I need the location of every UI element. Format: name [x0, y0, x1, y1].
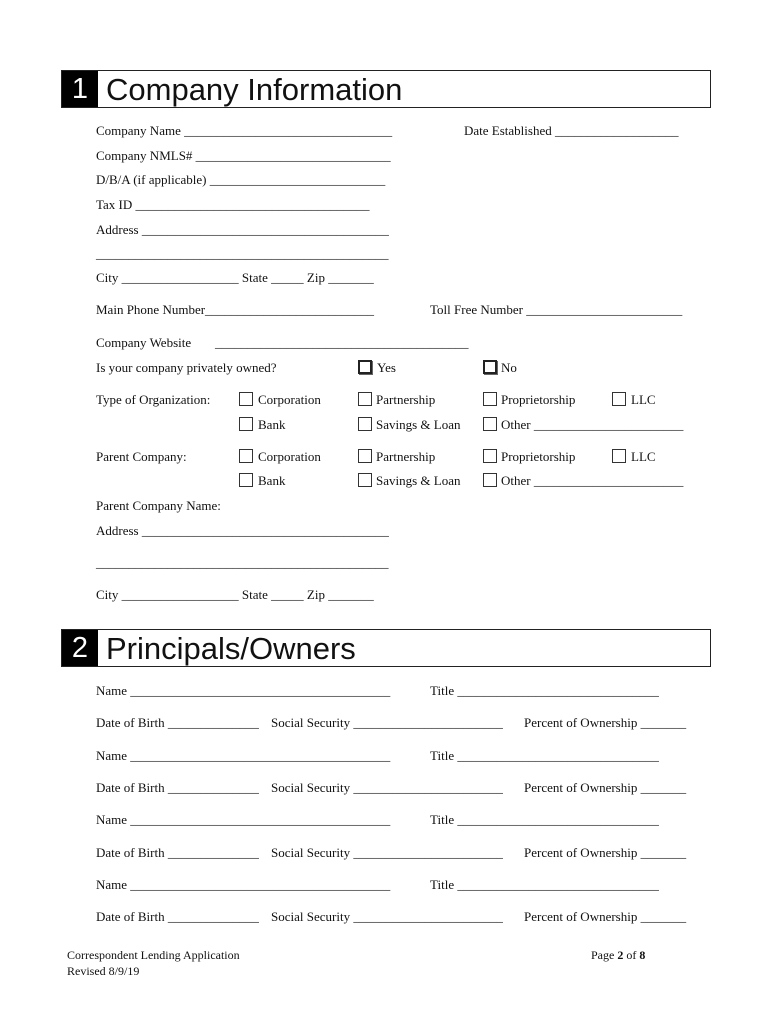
org-other-checkbox[interactable] [483, 417, 497, 431]
principal-title-field[interactable]: Title _______________________________ [430, 748, 659, 763]
parent-llc-checkbox[interactable] [612, 449, 626, 463]
principal-dob-field[interactable]: Date of Birth ______________ [96, 909, 259, 924]
parent-bank-checkbox[interactable] [239, 473, 253, 487]
parent-proprietorship-checkbox[interactable] [483, 449, 497, 463]
org-bank-checkbox[interactable] [239, 417, 253, 431]
website-label: Company Website [96, 335, 192, 350]
type-of-organization-label: Type of Organization: [96, 392, 211, 407]
parent-address-line2-field[interactable]: _____________________________________________ [96, 555, 389, 570]
no-checkbox[interactable] [483, 360, 497, 374]
principal-ownership-field[interactable]: Percent of Ownership _______ [524, 845, 687, 860]
page-of: of [623, 948, 640, 962]
principal-dob-field[interactable]: Date of Birth ______________ [96, 780, 259, 795]
principal-name-field[interactable]: Name ________________________________________ [96, 748, 391, 763]
principal-name-field[interactable]: Name ________________________________________ [96, 812, 391, 827]
yes-checkbox[interactable] [358, 360, 372, 374]
org-bank-label: Bank [258, 417, 286, 432]
parent-proprietorship-label: Proprietorship [501, 449, 576, 464]
date-established-field[interactable]: Date Established ___________________ [464, 123, 679, 138]
dba-field[interactable]: D/B/A (if applicable) ___________________________ [96, 172, 386, 187]
org-partnership-label: Partnership [376, 392, 436, 407]
website-field[interactable]: _______________________________________ [215, 335, 469, 350]
org-llc-label: LLC [631, 392, 656, 407]
parent-partnership-label: Partnership [376, 449, 436, 464]
principal-ownership-field[interactable]: Percent of Ownership _______ [524, 909, 687, 924]
tax-id-field[interactable]: Tax ID ____________________________________ [96, 197, 370, 212]
principal-title-field[interactable]: Title _______________________________ [430, 877, 659, 892]
main-phone-field[interactable]: Main Phone Number__________________________ [96, 302, 375, 317]
parent-other-field[interactable]: Other _______________________ [501, 473, 684, 488]
section-number: 1 [62, 71, 98, 107]
page-total: 8 [639, 948, 646, 962]
principal-title-field[interactable]: Title _______________________________ [430, 683, 659, 698]
parent-city-state-zip-field[interactable]: City __________________ State _____ Zip _______ [96, 587, 374, 602]
principal-ownership-field[interactable]: Percent of Ownership _______ [524, 780, 687, 795]
parent-bank-label: Bank [258, 473, 286, 488]
org-proprietorship-label: Proprietorship [501, 392, 576, 407]
principal-ssn-field[interactable]: Social Security _______________________ [271, 715, 503, 730]
city-state-zip-field[interactable]: City __________________ State _____ Zip _______ [96, 270, 374, 285]
company-name-field[interactable]: Company Name ________________________________ [96, 123, 393, 138]
private-question: Is your company privately owned? [96, 360, 277, 375]
yes-label: Yes [377, 360, 396, 375]
principal-ownership-field[interactable]: Percent of Ownership _______ [524, 715, 687, 730]
section-title: Principals/Owners [106, 631, 356, 666]
address-line2-field[interactable]: _____________________________________________ [96, 246, 389, 261]
parent-company-name-label: Parent Company Name: [96, 498, 221, 513]
principal-dob-field[interactable]: Date of Birth ______________ [96, 715, 259, 730]
org-other-field[interactable]: Other _______________________ [501, 417, 684, 432]
address-field[interactable]: Address ______________________________________ [96, 222, 389, 237]
company-nmls-field[interactable]: Company NMLS# ______________________________ [96, 148, 391, 163]
section-1-header [61, 70, 711, 108]
org-corporation-label: Corporation [258, 392, 321, 407]
footer-revision: Revised 8/9/19 [67, 964, 140, 978]
parent-corporation-checkbox[interactable] [239, 449, 253, 463]
principal-name-field[interactable]: Name ________________________________________ [96, 877, 391, 892]
section-2-header [61, 629, 711, 667]
org-corporation-checkbox[interactable] [239, 392, 253, 406]
parent-partnership-checkbox[interactable] [358, 449, 372, 463]
principal-title-field[interactable]: Title _______________________________ [430, 812, 659, 827]
org-savings-loan-label: Savings & Loan [376, 417, 461, 432]
parent-savings-loan-checkbox[interactable] [358, 473, 372, 487]
section-title: Company Information [106, 72, 403, 107]
parent-company-label: Parent Company: [96, 449, 187, 464]
principal-name-field[interactable]: Name ________________________________________ [96, 683, 391, 698]
parent-llc-label: LLC [631, 449, 656, 464]
org-proprietorship-checkbox[interactable] [483, 392, 497, 406]
page-number [591, 948, 645, 963]
principal-ssn-field[interactable]: Social Security _______________________ [271, 845, 503, 860]
parent-savings-loan-label: Savings & Loan [376, 473, 461, 488]
parent-other-checkbox[interactable] [483, 473, 497, 487]
org-llc-checkbox[interactable] [612, 392, 626, 406]
footer-title: Correspondent Lending Application [67, 948, 240, 962]
principal-ssn-field[interactable]: Social Security _______________________ [271, 780, 503, 795]
principal-dob-field[interactable]: Date of Birth ______________ [96, 845, 259, 860]
principal-ssn-field[interactable]: Social Security _______________________ [271, 909, 503, 924]
parent-address-field[interactable]: Address ______________________________________ [96, 523, 389, 538]
toll-free-field[interactable]: Toll Free Number ________________________ [430, 302, 683, 317]
section-number: 2 [62, 630, 98, 666]
org-savings-loan-checkbox[interactable] [358, 417, 372, 431]
org-partnership-checkbox[interactable] [358, 392, 372, 406]
parent-corporation-label: Corporation [258, 449, 321, 464]
page-prefix: Page [591, 948, 618, 962]
page-current: 2 [617, 948, 624, 962]
no-label: No [501, 360, 517, 375]
